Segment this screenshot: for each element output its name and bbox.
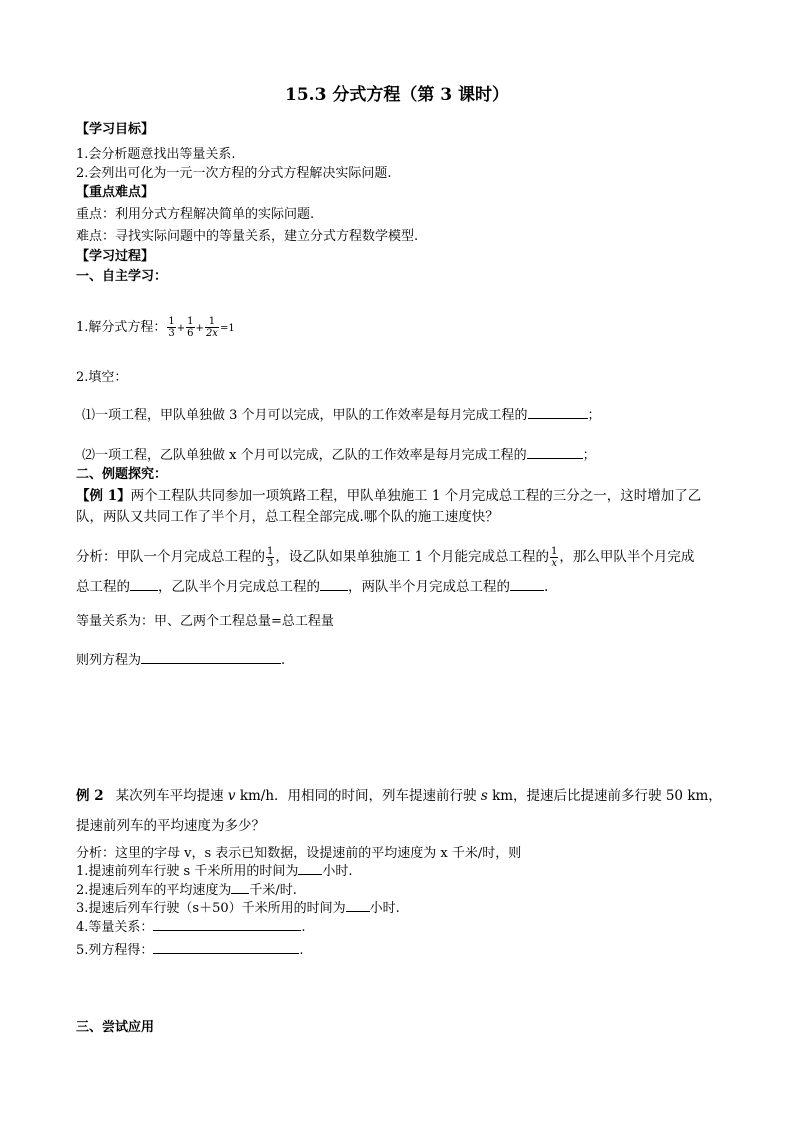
fraction-one-third: $\frac{1}{3}$ (267, 546, 274, 569)
fraction-2: $\frac{1}{6}$ (187, 316, 194, 339)
ex1-equal-relation: 等量关系为：甲、乙两个工程总量=总工程量 (76, 614, 334, 629)
ex1-line1: 【例 1】两个工程队共同参加一项筑路工程，甲队单独施工 1 个月完成总工程的三分之一，这时增加了乙 (76, 488, 702, 504)
ex2-analysis: 分析：这里的字母 v，s 表示已知数据，设提速前的平均速度为 x 千米/时，则 (76, 846, 522, 861)
goals-heading: 【学习目标】 (76, 122, 155, 137)
answer-blank[interactable] (298, 862, 322, 875)
ex1-analysis-line1: 分析：甲队一个月完成总工程的 $\frac{1}{3}$ ，设乙队如果单独施工 1 个月能完成总工程的 $\frac{1}{x}$ ，那么甲队半个月完成 (76, 546, 695, 569)
answer-blank[interactable] (528, 406, 588, 419)
answer-blank[interactable] (527, 446, 583, 459)
answer-blank[interactable] (153, 941, 299, 954)
ex2-step1: 1.提速前列车行驶 s 千米所用的时间为 小时. (76, 864, 353, 879)
page-title: 15.3 分式方程（第 3 课时） (285, 85, 509, 105)
ex1-equation: 则列方程为 . (76, 653, 286, 668)
fraction-1: $\frac{1}{3}$ (168, 316, 175, 339)
part2-heading: 二、例题探究： (76, 467, 168, 482)
ex2-label: 例 2 (76, 788, 104, 804)
goal-item-1: 1.会分析题意找出等量关系. (76, 147, 236, 162)
part1-heading: 一、自主学习： (76, 269, 168, 284)
ex1-label: 【例 1】 (76, 488, 131, 504)
q2-label: 2.填空： (76, 370, 128, 385)
q2-sub2: ⑵一项工程，乙队单独做 x 个月可以完成，乙队的工作效率是每月完成工程的 ； (82, 448, 596, 463)
answer-blank[interactable] (346, 899, 370, 912)
fraction-one-over-x: $\frac{1}{x}$ (551, 546, 558, 569)
q1-line: 1.解分式方程： $\frac{1}{3}$ + $\frac{1}{6}$ + $\frac{1}{2x}$ =1 (76, 316, 235, 339)
difficulty-point: 难点：寻找实际问题中的等量关系，建立分式方程数学模型. (76, 229, 419, 244)
ex1-analysis-line2: 总工程的 ，乙队半个月完成总工程的 ，两队半个月完成总工程的 . (76, 579, 549, 595)
ex2-line1: 例 2 某次列车平均提速 v km/h．用相同的时间，列车提速前行驶 s km，提速后比提速前多行驶 50 km， (76, 788, 722, 804)
key-point: 重点：利用分式方程解决简单的实际问题. (76, 207, 315, 222)
ex2-step5: 5.列方程得： . (76, 943, 304, 958)
q2-sub1: ⑴一项工程，甲队单独做 3 个月可以完成，甲队的工作效率是每月完成工程的 ； (82, 408, 601, 423)
q1-label: 1.解分式方程： (76, 320, 167, 335)
key-heading: 【重点难点】 (76, 185, 155, 200)
ex2-line2: 提速前列车的平均速度为多少？ (76, 818, 265, 834)
answer-blank[interactable] (510, 578, 544, 591)
goal-item-2: 2.会列出可化为一元一次方程的分式方程解决实际问题. (76, 166, 392, 181)
answer-blank[interactable] (320, 578, 348, 591)
ex1-line2: 队，两队又共同工作了半个月，总工程全部完成.哪个队的施工速度快？ (76, 509, 499, 525)
answer-blank[interactable] (231, 881, 249, 894)
ex2-step3: 3.提速后列车行驶（s＋50）千米所用的时间为 小时. (76, 901, 400, 916)
ex2-step4: 4.等量关系： . (76, 920, 306, 935)
answer-blank[interactable] (141, 651, 281, 664)
ex2-step2: 2.提速后列车的平均速度为 千米/时. (76, 883, 297, 898)
answer-blank[interactable] (130, 578, 158, 591)
answer-blank[interactable] (153, 918, 301, 931)
fraction-3: $\frac{1}{2x}$ (205, 316, 218, 339)
part3-heading: 三、尝试应用 (76, 1020, 155, 1035)
process-heading: 【学习过程】 (76, 249, 155, 264)
